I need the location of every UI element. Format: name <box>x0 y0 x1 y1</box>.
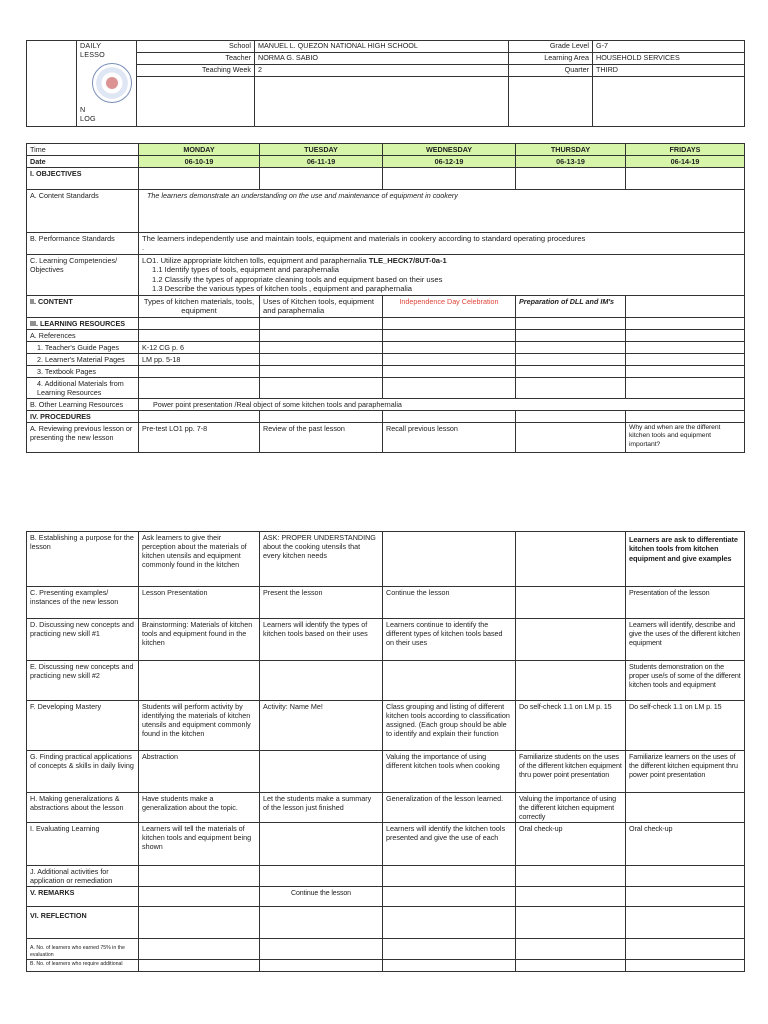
evaluating-thursday: Oral check-up <box>516 823 626 866</box>
competency-item: 1.1 Identify types of tools, equipment and paraphernalia <box>152 265 340 275</box>
procedures-heading: IV. PROCEDURES <box>27 410 139 422</box>
discuss1-friday: Learners will identify, describe and give the uses of the different kitchen equipment <box>626 619 745 661</box>
area-label: Learning Area <box>509 53 593 65</box>
content-standards-label: A. Content Standards <box>27 190 139 233</box>
purpose-friday: Learners are ask to differentiate kitchen tools from kitchen equipment and give examples <box>626 532 745 587</box>
performance-standards-value <box>139 233 745 255</box>
competency-item: 1.3 Describe the various types of kitchen tools , equipment and paraphernalia <box>152 284 413 294</box>
purpose-monday: Ask learners to give their perception about the materials of kitchen utensils and equipment commonly found in the kitchen <box>139 532 260 587</box>
school-label: School <box>137 41 255 53</box>
mastery-tuesday: Activity: Name Me! <box>260 701 383 751</box>
lm-monday: LM pp. 5-18 <box>139 353 260 365</box>
competencies-label: C. Learning Competencies/ Objectives <box>27 254 139 295</box>
generalization-thursday: Valuing the importance of using the different kitchen equipment correctly <box>516 793 626 823</box>
evaluating-label: I. Evaluating Learning <box>27 823 139 866</box>
day-friday: FRIDAYS <box>626 144 745 156</box>
evaluating-wednesday: Learners will identify the kitchen tools presented and give the use of each <box>383 823 516 866</box>
reflection-a-label: A. No. of learners who earned 75% in the evaluation <box>27 939 139 960</box>
day-monday: MONDAY <box>139 144 260 156</box>
time-label: Time <box>27 144 139 156</box>
examples-wednesday: Continue the lesson <box>383 587 516 619</box>
generalization-wednesday: Generalization of the lesson learned. <box>383 793 516 823</box>
generalization-tuesday: Let the students make a summary of the lesson just finished <box>260 793 383 823</box>
date-monday: 06-10-19 <box>139 156 260 168</box>
lo-text: LO1. Utilize appropriate kitchen tolls, equipment and paraphernalia <box>142 255 367 265</box>
applications-friday: Familiarize learners on the uses of the different kitchen equipment thru power point presentation <box>626 751 745 793</box>
area-value: HOUSEHOLD SERVICES <box>593 53 745 65</box>
content-standards-value: The learners demonstrate an understanding on the use and maintenance of equipment in cookery <box>139 190 745 233</box>
other-resources-value: Power point presentation /Real object of some kitchen tools and paraphernalia <box>139 398 745 410</box>
content-tuesday: Uses of Kitchen tools, equipment and paraphernalia <box>260 295 383 317</box>
review-friday: Why and when are the different kitchen tools and equipment important? <box>626 422 745 452</box>
textbook-label: 3. Textbook Pages <box>27 365 139 377</box>
teacher-value: NORMA G. SABIO <box>255 53 509 65</box>
remarks-tuesday: Continue the lesson <box>260 887 383 907</box>
lesson-table-top <box>26 143 745 453</box>
mastery-wednesday: Class grouping and listing of different kitchen tools according to classification assigned. (Each group should be able to identify and explain their function <box>383 701 516 751</box>
evaluating-friday: Oral check-up <box>626 823 745 866</box>
review-wednesday: Recall previous lesson <box>383 422 516 452</box>
week-label: Teaching Week <box>137 65 255 77</box>
header-title <box>77 41 137 127</box>
header-blank <box>27 41 77 127</box>
review-label: A. Reviewing previous lesson or presenting the new lesson <box>27 422 139 452</box>
applications-thursday: Familiarize students on the uses of the different kitchen equipment thru power point presentation <box>516 751 626 793</box>
generalization-monday: Have students make a generalization about the topic. <box>139 793 260 823</box>
additional-materials-label: 4. Additional Materials from Learning Resources <box>27 377 139 398</box>
discuss2-label: E. Discussing new concepts and practicing new skill #2 <box>27 661 139 701</box>
content-monday: Types of kitchen materials, tools, equipment <box>139 295 260 317</box>
other-resources-label: B. Other Learning Resources <box>27 398 139 410</box>
discuss1-tuesday: Learners will identify the types of kitchen tools based on their uses <box>260 619 383 661</box>
grade-value: G-7 <box>593 41 745 53</box>
date-tuesday: 06-11-19 <box>260 156 383 168</box>
references-label: A. References <box>27 329 139 341</box>
evaluating-monday: Learners will tell the materials of kitchen tools and equipment being shown <box>139 823 260 866</box>
performance-standards-dot: . <box>142 243 145 253</box>
mastery-friday: Do self-check 1.1 on LM p. 15 <box>626 701 745 751</box>
title-line: N <box>80 105 86 114</box>
generalization-label: H. Making generalizations & abstractions about the lesson <box>27 793 139 823</box>
grade-label: Grade Level <box>509 41 593 53</box>
deped-seal-icon <box>92 63 132 103</box>
applications-wednesday: Valuing the importance of using different kitchen tools when cooking <box>383 751 516 793</box>
reflection-heading: VI. REFLECTION <box>27 907 139 939</box>
discuss1-wednesday: Learners continue to identify the different types of kitchen tools based on their uses <box>383 619 516 661</box>
week-value: 2 <box>255 65 509 77</box>
date-wednesday: 06-12-19 <box>383 156 516 168</box>
school-value: MANUEL L. QUEZON NATIONAL HIGH SCHOOL <box>255 41 509 53</box>
lo-code: TLE_HECK7/8UT-0a-1 <box>368 255 447 265</box>
discuss2-friday: Students demonstration on the proper use/s of some of the different kitchen tools and equipment <box>626 661 745 701</box>
header-table <box>26 40 745 127</box>
day-wednesday: WEDNESDAY <box>383 144 516 156</box>
title-line: DAILY <box>80 41 102 50</box>
quarter-label: Quarter <box>509 65 593 77</box>
title-line: LESSO <box>80 50 105 59</box>
resources-heading: III. LEARNING RESOURCES <box>27 317 139 329</box>
examples-label: C. Presenting examples/ instances of the new lesson <box>27 587 139 619</box>
teacher-label: Teacher <box>137 53 255 65</box>
examples-monday: Lesson Presentation <box>139 587 260 619</box>
discuss1-label: D. Discussing new concepts and practicing new skill #1 <box>27 619 139 661</box>
mastery-label: F. Developing Mastery <box>27 701 139 751</box>
mastery-thursday: Do self-check 1.1 on LM p. 15 <box>516 701 626 751</box>
content-wednesday: Independence Day Celebration <box>383 295 516 317</box>
quarter-value: THIRD <box>593 65 745 77</box>
lesson-table-bottom <box>26 531 745 972</box>
competencies-value <box>139 254 745 295</box>
additional-activities-label: J. Additional activities for application or remediation <box>27 866 139 887</box>
reflection-b-label: B. No. of learners who require additional <box>27 960 139 972</box>
objectives-heading: I. OBJECTIVES <box>27 168 139 190</box>
date-label: Date <box>27 156 139 168</box>
applications-monday: Abstraction <box>139 751 260 793</box>
mastery-monday: Students will perform activity by identifying the materials of kitchen utensils and equipment commonly found in the kitchen <box>139 701 260 751</box>
competency-item: 1.2 Classify the types of appropriate cleaning tools and equipment based on their uses <box>152 274 443 284</box>
title-line: LOG <box>80 114 96 123</box>
discuss1-monday: Brainstorming: Materials of kitchen tools and equipment found in the kitchen <box>139 619 260 661</box>
date-thursday: 06-13-19 <box>516 156 626 168</box>
review-tuesday: Review of the past lesson <box>260 422 383 452</box>
day-tuesday: TUESDAY <box>260 144 383 156</box>
day-thursday: THURSDAY <box>516 144 626 156</box>
tg-monday: K-12 CG p. 6 <box>139 341 260 353</box>
applications-label: G. Finding practical applications of concepts & skills in daily living <box>27 751 139 793</box>
remarks-heading: V. REMARKS <box>27 887 139 907</box>
lm-label: 2. Learner's Material Pages <box>27 353 139 365</box>
examples-friday: Presentation of the lesson <box>626 587 745 619</box>
date-friday: 06-14-19 <box>626 156 745 168</box>
examples-tuesday: Present the lesson <box>260 587 383 619</box>
tg-label: 1. Teacher's Guide Pages <box>27 341 139 353</box>
performance-standards-label: B. Performance Standards <box>27 233 139 255</box>
review-monday: Pre-test LO1 pp. 7-8 <box>139 422 260 452</box>
purpose-tuesday: ASK: PROPER UNDERSTANDING about the cooking utensils that every kitchen needs <box>260 532 383 587</box>
content-heading: II. CONTENT <box>27 295 139 317</box>
purpose-label: B. Establishing a purpose for the lesson <box>27 532 139 587</box>
content-thursday: Preparation of DLL and IM's <box>516 295 626 317</box>
performance-standards-text: The learners independently use and maintain tools, equipment and materials in cookery according to standard operating procedures <box>142 234 586 243</box>
